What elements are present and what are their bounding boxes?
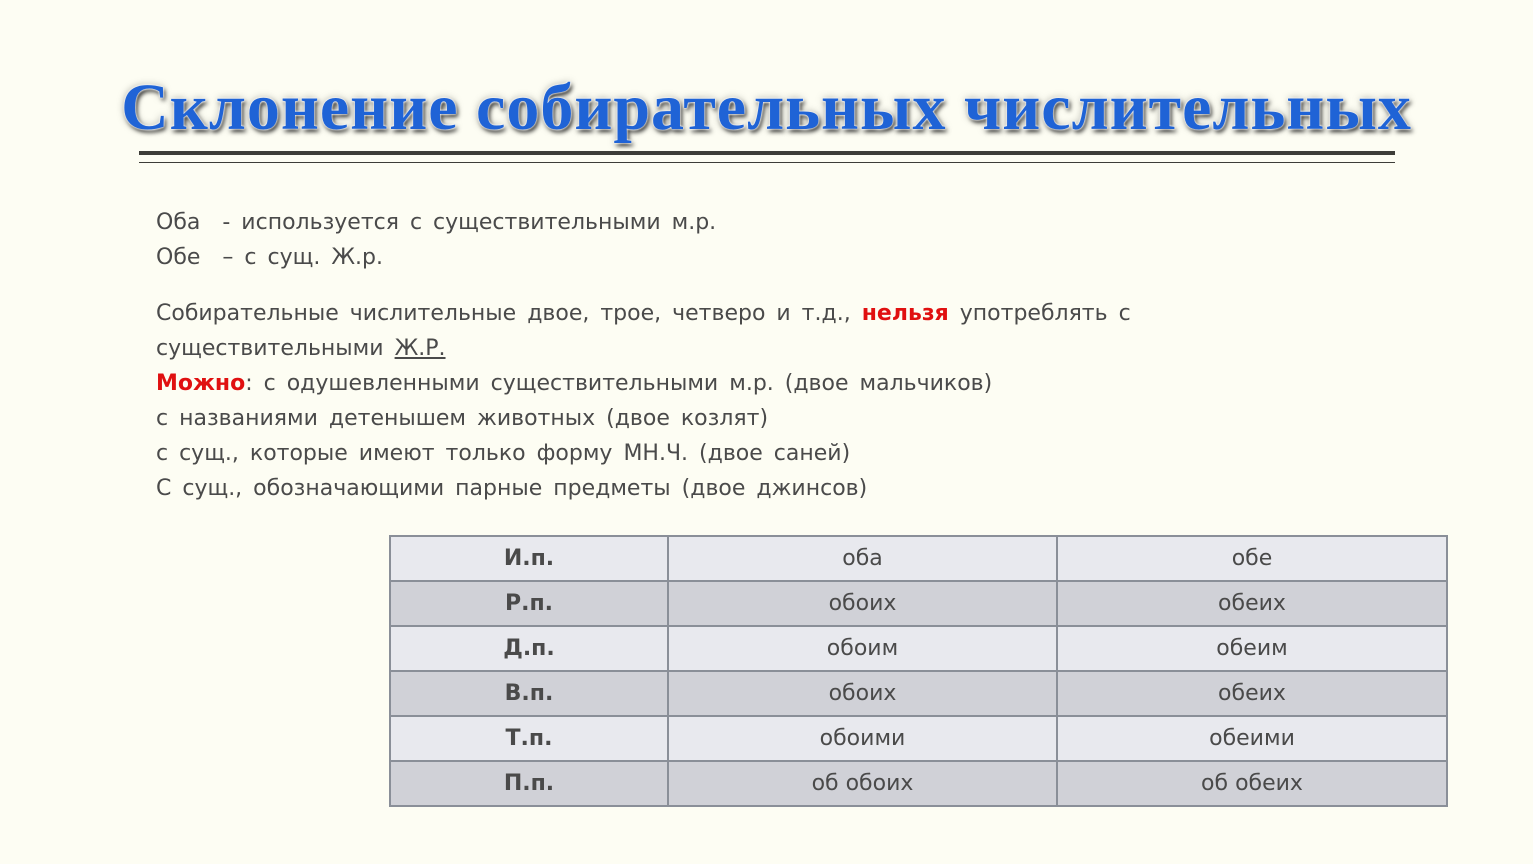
table-row: [390, 761, 1447, 806]
table-row: [390, 716, 1447, 761]
note-use-1: с названиями детенышем животных (двое козлят): [156, 406, 769, 431]
feminine-cell: об обеих: [1057, 761, 1447, 806]
note-suffix: употреблять с: [959, 301, 1131, 326]
slide-title: Склонение собирательных числительных: [121, 71, 1412, 144]
case-cell: И.п.: [390, 536, 668, 581]
note-prefix: Собирательные числительные двое, трое, четверо и т.д.,: [156, 301, 851, 326]
paragraph-gap: [156, 275, 1256, 296]
rule-oba-word: Оба: [156, 210, 201, 235]
note-allowed-rest: : с одушевленными существительными м.р. (двое мальчиков): [245, 371, 993, 396]
explanation-text: [156, 205, 1256, 506]
note-line-2: [156, 331, 1256, 366]
table-row: [390, 626, 1447, 671]
case-cell: П.п.: [390, 761, 668, 806]
feminine-cell: обеих: [1057, 671, 1447, 716]
note-use-3: С сущ., обозначающими парные предметы (двое джинсов): [156, 476, 868, 501]
case-cell: Т.п.: [390, 716, 668, 761]
case-cell: Р.п.: [390, 581, 668, 626]
masculine-cell: обоих: [668, 671, 1057, 716]
note-line2-underlined: Ж.Р.: [394, 336, 446, 361]
case-cell: Д.п.: [390, 626, 668, 671]
note-use-2: с сущ., которые имеют только форму МН.Ч. (двое саней): [156, 441, 851, 466]
feminine-cell: обеими: [1057, 716, 1447, 761]
masculine-cell: обоих: [668, 581, 1057, 626]
note-line-1: [156, 296, 1256, 331]
feminine-cell: обеих: [1057, 581, 1447, 626]
note-allowed: Можно: [156, 371, 246, 396]
masculine-cell: оба: [668, 536, 1057, 581]
feminine-cell: обе: [1057, 536, 1447, 581]
note-forbidden: нельзя: [861, 301, 949, 326]
note-line2-prefix: существительными: [156, 336, 384, 361]
table-row: [390, 581, 1447, 626]
table-row: [390, 536, 1447, 581]
rule-oba-desc: - используется с существительными м.р.: [222, 210, 717, 235]
rule-obe: [156, 240, 1256, 275]
masculine-cell: обоим: [668, 626, 1057, 671]
masculine-cell: обоими: [668, 716, 1057, 761]
feminine-cell: обеим: [1057, 626, 1447, 671]
table-row: [390, 671, 1447, 716]
rule-obe-word: Обе: [156, 245, 201, 270]
declension-table: [389, 535, 1448, 807]
rule-oba: [156, 205, 1256, 240]
case-cell: В.п.: [390, 671, 668, 716]
masculine-cell: об обоих: [668, 761, 1057, 806]
title-divider-thin: [139, 162, 1395, 163]
title-divider-thick: [139, 151, 1395, 155]
rule-obe-desc: – с сущ. Ж.р.: [222, 245, 383, 270]
note-allowed-line: [156, 366, 1256, 401]
